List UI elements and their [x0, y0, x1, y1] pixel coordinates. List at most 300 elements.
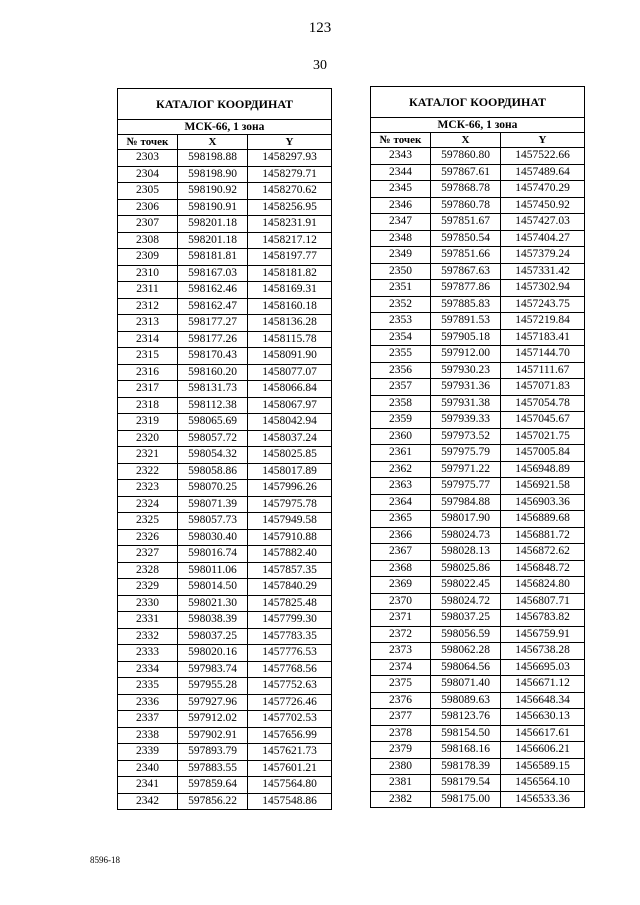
x-coordinate-cell: 598024.73	[431, 527, 501, 544]
x-coordinate-cell: 598071.40	[431, 676, 501, 693]
y-coordinate-cell: 1457726.46	[248, 694, 332, 711]
table-row	[118, 298, 332, 315]
point-number-cell: 2332	[118, 628, 178, 645]
point-number-cell: 2330	[118, 595, 178, 612]
point-number-cell: 2318	[118, 397, 178, 414]
y-coordinate-cell: 1457045.67	[501, 412, 585, 429]
point-number-cell: 2354	[371, 329, 431, 346]
x-coordinate-cell: 597851.67	[431, 214, 501, 231]
point-number-cell: 2311	[118, 282, 178, 299]
x-coordinate-cell: 598028.13	[431, 544, 501, 561]
table-row	[371, 544, 585, 561]
table-row	[371, 560, 585, 577]
column-header-point-number: № точек	[371, 133, 431, 148]
x-coordinate-cell: 598170.43	[178, 348, 248, 365]
table-row	[118, 414, 332, 431]
table-row	[371, 461, 585, 478]
y-coordinate-cell: 1456648.34	[501, 692, 585, 709]
x-coordinate-cell: 597927.96	[178, 694, 248, 711]
y-coordinate-cell: 1458025.85	[248, 447, 332, 464]
table-row	[371, 181, 585, 198]
x-coordinate-cell: 598154.50	[431, 725, 501, 742]
x-coordinate-cell: 597975.77	[431, 478, 501, 495]
x-coordinate-cell: 598123.76	[431, 709, 501, 726]
point-number-cell: 2349	[371, 247, 431, 264]
table-row	[371, 428, 585, 445]
table-row	[371, 494, 585, 511]
table-row	[118, 249, 332, 266]
point-number-cell: 2308	[118, 232, 178, 249]
point-number-cell: 2304	[118, 166, 178, 183]
y-coordinate-cell: 1457470.29	[501, 181, 585, 198]
table-row	[118, 430, 332, 447]
y-coordinate-cell: 1456848.72	[501, 560, 585, 577]
y-coordinate-cell: 1458297.93	[248, 150, 332, 167]
y-coordinate-cell: 1457840.29	[248, 579, 332, 596]
table-row	[371, 197, 585, 214]
table-row	[118, 166, 332, 183]
column-header-y: Y	[501, 133, 585, 148]
section-number: 30	[313, 58, 327, 73]
table-row	[118, 562, 332, 579]
point-number-cell: 2315	[118, 348, 178, 365]
y-coordinate-cell: 1458136.28	[248, 315, 332, 332]
point-number-cell: 2339	[118, 744, 178, 761]
table-title: КАТАЛОГ КООРДИНАТ	[371, 87, 585, 118]
y-coordinate-cell: 1456589.15	[501, 758, 585, 775]
x-coordinate-cell: 597867.61	[431, 164, 501, 181]
x-coordinate-cell: 598198.88	[178, 150, 248, 167]
point-number-cell: 2359	[371, 412, 431, 429]
y-coordinate-cell: 1457564.80	[248, 777, 332, 794]
y-coordinate-cell: 1457601.21	[248, 760, 332, 777]
x-coordinate-cell: 598160.20	[178, 364, 248, 381]
table-row	[118, 282, 332, 299]
y-coordinate-cell: 1458115.78	[248, 331, 332, 348]
x-coordinate-cell: 597868.78	[431, 181, 501, 198]
y-coordinate-cell: 1457054.78	[501, 395, 585, 412]
point-number-cell: 2357	[371, 379, 431, 396]
y-coordinate-cell: 1457404.27	[501, 230, 585, 247]
y-coordinate-cell: 1457783.35	[248, 628, 332, 645]
x-coordinate-cell: 597912.02	[178, 711, 248, 728]
table-row	[118, 777, 332, 794]
point-number-cell: 2367	[371, 544, 431, 561]
point-number-cell: 2324	[118, 496, 178, 513]
table-zone: МСК-66, 1 зона	[371, 118, 585, 133]
point-number-cell: 2343	[371, 148, 431, 165]
x-coordinate-cell: 597885.83	[431, 296, 501, 313]
page-number: 123	[308, 20, 332, 36]
point-number-cell: 2307	[118, 216, 178, 233]
table-row	[371, 659, 585, 676]
table-row	[371, 478, 585, 495]
table-row	[371, 577, 585, 594]
y-coordinate-cell: 1457427.03	[501, 214, 585, 231]
y-coordinate-cell: 1456564.10	[501, 775, 585, 792]
y-coordinate-cell: 1458197.77	[248, 249, 332, 266]
y-coordinate-cell: 1457522.66	[501, 148, 585, 165]
x-coordinate-cell: 598112.38	[178, 397, 248, 414]
y-coordinate-cell: 1456948.89	[501, 461, 585, 478]
point-number-cell: 2341	[118, 777, 178, 794]
y-coordinate-cell: 1456671.12	[501, 676, 585, 693]
x-coordinate-cell: 597930.23	[431, 362, 501, 379]
table-row	[118, 150, 332, 167]
point-number-cell: 2345	[371, 181, 431, 198]
table-row	[118, 265, 332, 282]
point-number-cell: 2374	[371, 659, 431, 676]
table-row	[118, 744, 332, 761]
table-row	[371, 511, 585, 528]
y-coordinate-cell: 1457656.99	[248, 727, 332, 744]
point-number-cell: 2360	[371, 428, 431, 445]
y-coordinate-cell: 1458017.89	[248, 463, 332, 480]
point-number-cell: 2323	[118, 480, 178, 497]
x-coordinate-cell: 598056.59	[431, 626, 501, 643]
table-row	[371, 346, 585, 363]
point-number-cell: 2306	[118, 199, 178, 216]
x-coordinate-cell: 597971.22	[431, 461, 501, 478]
point-number-cell: 2337	[118, 711, 178, 728]
table-row	[118, 397, 332, 414]
point-number-cell: 2329	[118, 579, 178, 596]
x-coordinate-cell: 597983.74	[178, 661, 248, 678]
column-header-y: Y	[248, 135, 332, 150]
point-number-cell: 2317	[118, 381, 178, 398]
point-number-cell: 2382	[371, 791, 431, 808]
point-number-cell: 2379	[371, 742, 431, 759]
x-coordinate-cell: 598054.32	[178, 447, 248, 464]
y-coordinate-cell: 1458077.07	[248, 364, 332, 381]
x-coordinate-cell: 598064.56	[431, 659, 501, 676]
point-number-cell: 2321	[118, 447, 178, 464]
y-coordinate-cell: 1457776.53	[248, 645, 332, 662]
table-row	[118, 315, 332, 332]
x-coordinate-cell: 598058.86	[178, 463, 248, 480]
table-row	[118, 513, 332, 530]
x-coordinate-cell: 598022.45	[431, 577, 501, 594]
x-coordinate-cell: 598062.28	[431, 643, 501, 660]
table-row	[118, 183, 332, 200]
y-coordinate-cell: 1458037.24	[248, 430, 332, 447]
table-row	[118, 447, 332, 464]
x-coordinate-cell: 598011.06	[178, 562, 248, 579]
table-row	[371, 280, 585, 297]
x-coordinate-cell: 598037.25	[178, 628, 248, 645]
x-coordinate-cell: 598201.18	[178, 232, 248, 249]
table-row	[371, 379, 585, 396]
x-coordinate-cell: 598190.92	[178, 183, 248, 200]
point-number-cell: 2361	[371, 445, 431, 462]
table-row	[118, 463, 332, 480]
y-coordinate-cell: 1457450.92	[501, 197, 585, 214]
y-coordinate-cell: 1456889.68	[501, 511, 585, 528]
column-header-x: X	[178, 135, 248, 150]
point-number-cell: 2380	[371, 758, 431, 775]
table-row	[371, 593, 585, 610]
point-number-cell: 2371	[371, 610, 431, 627]
x-coordinate-cell: 598178.39	[431, 758, 501, 775]
y-coordinate-cell: 1457183.41	[501, 329, 585, 346]
x-coordinate-cell: 598179.54	[431, 775, 501, 792]
x-coordinate-cell: 598030.40	[178, 529, 248, 546]
y-coordinate-cell: 1458256.95	[248, 199, 332, 216]
y-coordinate-cell: 1458169.31	[248, 282, 332, 299]
x-coordinate-cell: 597860.80	[431, 148, 501, 165]
table-row	[118, 694, 332, 711]
y-coordinate-cell: 1457768.56	[248, 661, 332, 678]
y-coordinate-cell: 1457302.94	[501, 280, 585, 297]
table-row	[371, 329, 585, 346]
table-row	[371, 247, 585, 264]
y-coordinate-cell: 1456783.82	[501, 610, 585, 627]
x-coordinate-cell: 597939.33	[431, 412, 501, 429]
table-row	[371, 313, 585, 330]
x-coordinate-cell: 597860.78	[431, 197, 501, 214]
column-header-point-number: № точек	[118, 135, 178, 150]
table-row	[118, 645, 332, 662]
coordinate-catalog-table-left	[117, 88, 331, 810]
y-coordinate-cell: 1458066.84	[248, 381, 332, 398]
y-coordinate-cell: 1457910.88	[248, 529, 332, 546]
table-row	[371, 725, 585, 742]
point-number-cell: 2333	[118, 645, 178, 662]
x-coordinate-cell: 598089.63	[431, 692, 501, 709]
x-coordinate-cell: 598175.00	[431, 791, 501, 808]
x-coordinate-cell: 597877.86	[431, 280, 501, 297]
y-coordinate-cell: 1457702.53	[248, 711, 332, 728]
table-row	[118, 364, 332, 381]
table-row	[371, 626, 585, 643]
point-number-cell: 2336	[118, 694, 178, 711]
table-row	[371, 692, 585, 709]
point-number-cell: 2335	[118, 678, 178, 695]
y-coordinate-cell: 1456903.36	[501, 494, 585, 511]
table-row	[118, 579, 332, 596]
table-row	[118, 546, 332, 563]
y-coordinate-cell: 1456824.80	[501, 577, 585, 594]
y-coordinate-cell: 1457882.40	[248, 546, 332, 563]
x-coordinate-cell: 597850.54	[431, 230, 501, 247]
table-row	[118, 595, 332, 612]
table-row	[118, 232, 332, 249]
x-coordinate-cell: 597912.00	[431, 346, 501, 363]
point-number-cell: 2310	[118, 265, 178, 282]
x-coordinate-cell: 598162.47	[178, 298, 248, 315]
table-row	[118, 628, 332, 645]
table-body	[118, 150, 332, 810]
point-number-cell: 2320	[118, 430, 178, 447]
table-body	[371, 148, 585, 808]
x-coordinate-cell: 598177.26	[178, 331, 248, 348]
table-row	[118, 331, 332, 348]
x-coordinate-cell: 598057.72	[178, 430, 248, 447]
point-number-cell: 2350	[371, 263, 431, 280]
table-row	[371, 742, 585, 759]
table-row	[371, 296, 585, 313]
table-title: КАТАЛОГ КООРДИНАТ	[118, 89, 332, 120]
x-coordinate-cell: 598201.18	[178, 216, 248, 233]
point-number-cell: 2353	[371, 313, 431, 330]
y-coordinate-cell: 1456533.36	[501, 791, 585, 808]
x-coordinate-cell: 598071.39	[178, 496, 248, 513]
y-coordinate-cell: 1456606.21	[501, 742, 585, 759]
table-row	[118, 381, 332, 398]
x-coordinate-cell: 597975.79	[431, 445, 501, 462]
point-number-cell: 2351	[371, 280, 431, 297]
point-number-cell: 2344	[371, 164, 431, 181]
document-code: 8596-18	[90, 855, 120, 865]
x-coordinate-cell: 598131.73	[178, 381, 248, 398]
y-coordinate-cell: 1458160.18	[248, 298, 332, 315]
y-coordinate-cell: 1457021.75	[501, 428, 585, 445]
y-coordinate-cell: 1458217.12	[248, 232, 332, 249]
table-row	[371, 758, 585, 775]
point-number-cell: 2370	[371, 593, 431, 610]
point-number-cell: 2366	[371, 527, 431, 544]
point-number-cell: 2327	[118, 546, 178, 563]
x-coordinate-cell: 597905.18	[431, 329, 501, 346]
x-coordinate-cell: 598024.72	[431, 593, 501, 610]
point-number-cell: 2372	[371, 626, 431, 643]
table-row	[371, 527, 585, 544]
point-number-cell: 2346	[371, 197, 431, 214]
x-coordinate-cell: 597859.64	[178, 777, 248, 794]
point-number-cell: 2316	[118, 364, 178, 381]
y-coordinate-cell: 1458181.82	[248, 265, 332, 282]
point-number-cell: 2381	[371, 775, 431, 792]
x-coordinate-cell: 597883.55	[178, 760, 248, 777]
y-coordinate-cell: 1456630.13	[501, 709, 585, 726]
x-coordinate-cell: 597931.38	[431, 395, 501, 412]
y-coordinate-cell: 1456872.62	[501, 544, 585, 561]
point-number-cell: 2342	[118, 793, 178, 810]
point-number-cell: 2364	[371, 494, 431, 511]
x-coordinate-cell: 597973.52	[431, 428, 501, 445]
point-number-cell: 2334	[118, 661, 178, 678]
table-row	[371, 263, 585, 280]
point-number-cell: 2368	[371, 560, 431, 577]
y-coordinate-cell: 1458067.97	[248, 397, 332, 414]
y-coordinate-cell: 1457996.26	[248, 480, 332, 497]
table-row	[118, 612, 332, 629]
table-row	[118, 529, 332, 546]
x-coordinate-cell: 598016.74	[178, 546, 248, 563]
y-coordinate-cell: 1458270.62	[248, 183, 332, 200]
x-coordinate-cell: 598162.46	[178, 282, 248, 299]
x-coordinate-cell: 598065.69	[178, 414, 248, 431]
x-coordinate-cell: 597931.36	[431, 379, 501, 396]
point-number-cell: 2328	[118, 562, 178, 579]
y-coordinate-cell: 1456881.72	[501, 527, 585, 544]
table-row	[118, 496, 332, 513]
point-number-cell: 2314	[118, 331, 178, 348]
x-coordinate-cell: 598020.16	[178, 645, 248, 662]
table-row	[371, 395, 585, 412]
point-number-cell: 2340	[118, 760, 178, 777]
x-coordinate-cell: 597902.91	[178, 727, 248, 744]
coordinate-catalog-table-right	[370, 86, 584, 808]
y-coordinate-cell: 1457071.83	[501, 379, 585, 396]
table-row	[118, 678, 332, 695]
x-coordinate-cell: 598198.90	[178, 166, 248, 183]
point-number-cell: 2369	[371, 577, 431, 594]
table-row	[371, 412, 585, 429]
point-number-cell: 2355	[371, 346, 431, 363]
point-number-cell: 2362	[371, 461, 431, 478]
table-row	[371, 676, 585, 693]
table-row	[371, 445, 585, 462]
point-number-cell: 2378	[371, 725, 431, 742]
point-number-cell: 2363	[371, 478, 431, 495]
point-number-cell: 2352	[371, 296, 431, 313]
x-coordinate-cell: 597984.88	[431, 494, 501, 511]
table-row	[118, 793, 332, 810]
x-coordinate-cell: 598057.73	[178, 513, 248, 530]
y-coordinate-cell: 1456695.03	[501, 659, 585, 676]
point-number-cell: 2305	[118, 183, 178, 200]
x-coordinate-cell: 598070.25	[178, 480, 248, 497]
y-coordinate-cell: 1457489.64	[501, 164, 585, 181]
point-number-cell: 2377	[371, 709, 431, 726]
x-coordinate-cell: 598037.25	[431, 610, 501, 627]
x-coordinate-cell: 598021.30	[178, 595, 248, 612]
x-coordinate-cell: 598017.90	[431, 511, 501, 528]
y-coordinate-cell: 1457949.58	[248, 513, 332, 530]
table-row	[118, 348, 332, 365]
y-coordinate-cell: 1457799.30	[248, 612, 332, 629]
point-number-cell: 2319	[118, 414, 178, 431]
table-row	[371, 164, 585, 181]
point-number-cell: 2322	[118, 463, 178, 480]
y-coordinate-cell: 1456921.58	[501, 478, 585, 495]
y-coordinate-cell: 1456807.71	[501, 593, 585, 610]
y-coordinate-cell: 1457857.35	[248, 562, 332, 579]
table-row	[118, 711, 332, 728]
point-number-cell: 2303	[118, 150, 178, 167]
y-coordinate-cell: 1457379.24	[501, 247, 585, 264]
point-number-cell: 2326	[118, 529, 178, 546]
table-row	[118, 199, 332, 216]
table-row	[118, 727, 332, 744]
point-number-cell: 2313	[118, 315, 178, 332]
x-coordinate-cell: 598190.91	[178, 199, 248, 216]
point-number-cell: 2312	[118, 298, 178, 315]
y-coordinate-cell: 1457752.63	[248, 678, 332, 695]
x-coordinate-cell: 597856.22	[178, 793, 248, 810]
y-coordinate-cell: 1457621.73	[248, 744, 332, 761]
y-coordinate-cell: 1457975.78	[248, 496, 332, 513]
y-coordinate-cell: 1458231.91	[248, 216, 332, 233]
x-coordinate-cell: 598167.03	[178, 265, 248, 282]
x-coordinate-cell: 597893.79	[178, 744, 248, 761]
point-number-cell: 2347	[371, 214, 431, 231]
y-coordinate-cell: 1456759.91	[501, 626, 585, 643]
column-header-x: X	[431, 133, 501, 148]
table-row	[371, 230, 585, 247]
table-row	[118, 760, 332, 777]
table-row	[371, 709, 585, 726]
point-number-cell: 2375	[371, 676, 431, 693]
point-number-cell: 2376	[371, 692, 431, 709]
x-coordinate-cell: 598181.81	[178, 249, 248, 266]
x-coordinate-cell: 598177.27	[178, 315, 248, 332]
y-coordinate-cell: 1457825.48	[248, 595, 332, 612]
x-coordinate-cell: 597867.63	[431, 263, 501, 280]
point-number-cell: 2325	[118, 513, 178, 530]
y-coordinate-cell: 1457548.86	[248, 793, 332, 810]
